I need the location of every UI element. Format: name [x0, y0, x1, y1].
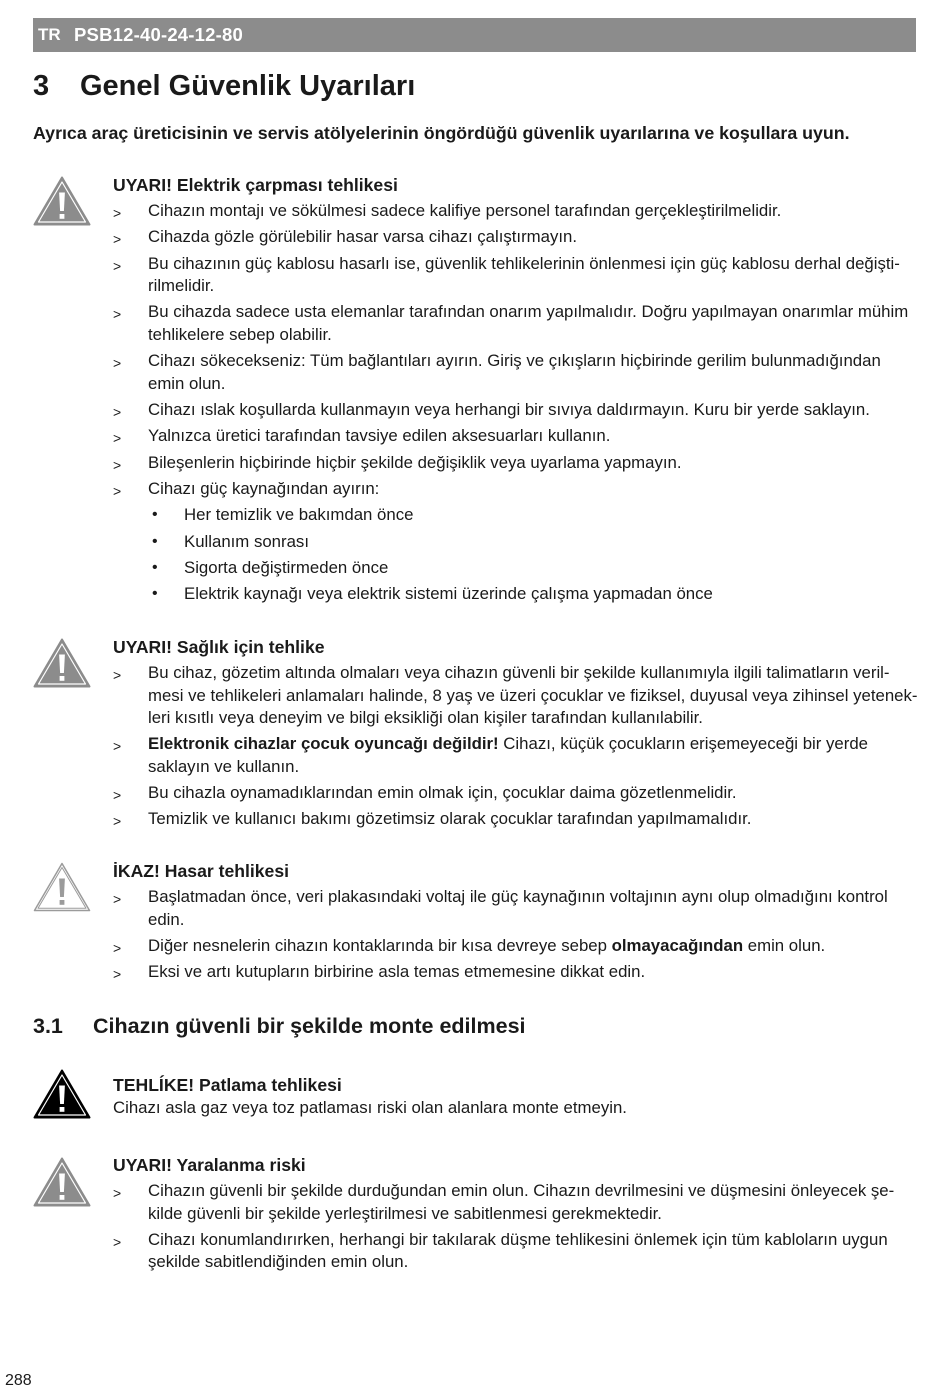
item-text: Bileşenlerin hiçbirinde hiçbir şekilde değişiklik veya uyarlama yapmayın.: [148, 452, 682, 472]
list-item: [113, 399, 943, 422]
list-marker: >: [113, 306, 122, 323]
list-marker: >: [113, 787, 122, 804]
notice-heading: TEHLÍKE! Patlama tehlikesi: [113, 1074, 342, 1095]
item-text: leri kısıtlı veya deneyim ve bilgi eksikliği olan kişiler tarafından kullanılabilir.: [148, 708, 703, 728]
caution-icon: [33, 862, 91, 912]
item-text: Cihazı konumlandırırken, herhangi bir takılarak düşme tehlikesini önlemek için tüm kabloların uygun: [148, 1229, 888, 1249]
chapter-heading: [0, 68, 950, 104]
list-item: [113, 478, 943, 606]
list-marker: >: [113, 404, 122, 421]
sub-list: [148, 504, 943, 605]
list-marker: >: [113, 738, 122, 755]
item-text: Eksi ve artı kutupların birbirine asla temas etmemesine dikkat edin.: [148, 962, 646, 982]
list-item: [113, 253, 943, 298]
emphasis-text: olmayacağından: [611, 935, 744, 955]
item-text: edin.: [148, 909, 185, 929]
item-text: Bu cihaz, gözetim altında olmaları veya cihazın güvenli bir şekilde kullanımıyla ilgili talimatların veril-: [148, 663, 890, 683]
list-marker: >: [113, 231, 122, 248]
notice-heading: İKAZ! Hasar tehlikesi: [113, 860, 289, 881]
item-text: tehlikelere sebep olabilir.: [148, 324, 332, 344]
notice-heading: UYARI! Elektrik çarpması tehlikesi: [113, 174, 398, 195]
language-code: TR: [38, 25, 61, 44]
sub-list-item: [148, 504, 943, 527]
header-bar: [33, 18, 916, 52]
danger-text: Cihazı asla gaz veya toz patlaması riski olan alanlara monte etmeyin.: [113, 1097, 627, 1117]
danger-icon: [33, 1069, 91, 1119]
list-marker: >: [113, 257, 122, 274]
list-item: [113, 301, 943, 346]
notice-explosion-danger: [113, 1074, 943, 1120]
list-item: [113, 961, 943, 984]
list-item: [113, 808, 943, 831]
item-text: Cihazı sökecekseniz: Tüm bağlantıları ayırın. Giriş ve çıkışların hiçbirinde gerilim bulunmadığından: [148, 351, 881, 371]
bullet-marker: •: [152, 558, 158, 576]
list-item: [113, 886, 943, 931]
item-text-continued: Cihazı, küçük çocukların erişemeyeceği bir yerde: [498, 734, 868, 754]
warning-icon: [33, 1157, 91, 1207]
chapter-title: Genel Güvenlik Uyarıları: [80, 70, 416, 102]
item-text: kilde güvenli bir şekilde yerleştirilmesi ve sabitlenmesi gerekmektedir.: [148, 1203, 662, 1223]
item-text: Başlatmadan önce, veri plakasındaki voltaj ile güç kaynağının voltajının aynı olup olmadığını kontrol: [148, 887, 888, 907]
notice-heading: UYARI! Sağlık için tehlike: [113, 636, 325, 657]
bullet-marker: •: [152, 532, 158, 550]
item-text-continued: emin olun.: [743, 935, 826, 955]
item-text: [148, 733, 943, 756]
warning-icon: [33, 176, 91, 226]
bullet-text: Sigorta değiştirmeden önce: [184, 557, 389, 577]
list-marker: >: [113, 667, 122, 684]
sub-list-item: [148, 531, 943, 554]
list-item: [113, 452, 943, 475]
item-text: Cihazı güç kaynağından ayırın:: [148, 478, 380, 498]
item-text: Yalnızca üretici tarafından tavsiye edilen aksesuarları kullanın.: [148, 426, 611, 446]
sub-list-item: [148, 557, 943, 580]
sub-list-item: [148, 583, 943, 606]
bullet-marker: •: [152, 506, 158, 524]
list-marker: >: [113, 891, 122, 908]
list-item: [113, 350, 943, 395]
list-marker: >: [113, 482, 122, 499]
list-item: [113, 662, 943, 730]
list-item: [113, 935, 943, 958]
item-text: rilmelidir.: [148, 276, 215, 296]
item-text: mesi ve tehlikeleri anlamaları halinde, 8 yaş ve üzeri çocuklar ve fiziksel, duyusal veya zihinsel yetenek-: [148, 685, 918, 705]
list-marker: >: [113, 1233, 122, 1250]
list-marker: >: [113, 205, 122, 222]
notice-injury-risk: [113, 1154, 943, 1274]
item-text: Cihazın montajı ve sökülmesi sadece kalifiye personel tarafından gerçekleştirilmelidir.: [148, 201, 782, 221]
list-item: [113, 200, 943, 223]
list-marker: >: [113, 813, 122, 830]
section-title: Cihazın güvenli bir şekilde monte edilmesi: [93, 1014, 526, 1038]
list-item: [113, 733, 943, 778]
list-item: [113, 425, 943, 448]
bullet-text: Her temizlik ve bakımdan önce: [184, 505, 414, 525]
notice-list: [113, 886, 943, 984]
list-item: [113, 1180, 943, 1225]
notice-damage-hazard: [113, 860, 943, 984]
notice-list: [113, 200, 943, 606]
list-marker: >: [113, 966, 122, 983]
list-marker: >: [113, 939, 122, 956]
warning-icon: [33, 638, 91, 688]
list-marker: >: [113, 430, 122, 447]
emphasis-text: Elektronik cihazlar çocuk oyuncağı değildir!: [148, 734, 499, 754]
notice-list: [113, 662, 943, 831]
item-text: Bu cihazda sadece usta elemanlar tarafından onarım yapılmalıdır. Doğru yapılmayan onarımlar mühim: [148, 302, 909, 322]
intro-text: Ayrıca araç üreticisinin ve servis atölyelerinin öngördüğü güvenlik uyarılarına ve koşullara uyun.: [33, 122, 850, 143]
item-text: [148, 935, 943, 958]
item-text: Cihazın güvenli bir şekilde durduğundan emin olun. Cihazın devrilmesini ve düşmesini önleyecek şe-: [148, 1181, 895, 1201]
notice-electric-shock: [113, 174, 943, 606]
chapter-number: 3: [33, 70, 50, 102]
item-text: emin olun.: [148, 373, 226, 393]
item-text-lead: Diğer nesnelerin cihazın kontaklarında bir kısa devreye sebep: [148, 935, 612, 955]
item-text: Cihazda gözle görülebilir hasar varsa cihazı çalıştırmayın.: [148, 227, 578, 247]
list-marker: >: [113, 355, 122, 372]
notice-list: [113, 1180, 943, 1274]
section-heading: [0, 1012, 950, 1040]
list-item: [113, 782, 943, 805]
section-number: 3.1: [33, 1014, 63, 1038]
item-text: Cihazı ıslak koşullarda kullanmayın veya herhangi bir sıvıya daldırmayın. Kuru bir yerde saklayın.: [148, 400, 870, 420]
page-number: 288: [5, 1372, 32, 1389]
model-number: PSB12-40-24-12-80: [74, 24, 243, 45]
list-marker: >: [113, 1185, 122, 1202]
item-text: şekilde sabitlendiğinden emin olun.: [148, 1252, 409, 1272]
list-item: [113, 1229, 943, 1274]
item-text: Temizlik ve kullanıcı bakımı gözetimsiz olarak çocuklar tarafından yapılmamalıdır.: [148, 809, 752, 829]
bullet-text: Kullanım sonrası: [184, 531, 309, 551]
bullet-marker: •: [152, 585, 158, 603]
item-text: Bu cihazla oynamadıklarından emin olmak için, çocuklar daima gözetlenmelidir.: [148, 783, 737, 803]
list-marker: >: [113, 456, 122, 473]
item-text: Bu cihazının güç kablosu hasarlı ise, güvenlik tehlikelerinin önlenmesi için güç kablosu derhal değişti-: [148, 253, 900, 273]
item-text: saklayın ve kullanın.: [148, 756, 300, 776]
list-item: [113, 226, 943, 249]
bullet-text: Elektrik kaynağı veya elektrik sistemi üzerinde çalışma yapmadan önce: [184, 584, 713, 604]
notice-heading: UYARI! Yaralanma riski: [113, 1154, 306, 1175]
notice-health-hazard: [113, 636, 943, 831]
